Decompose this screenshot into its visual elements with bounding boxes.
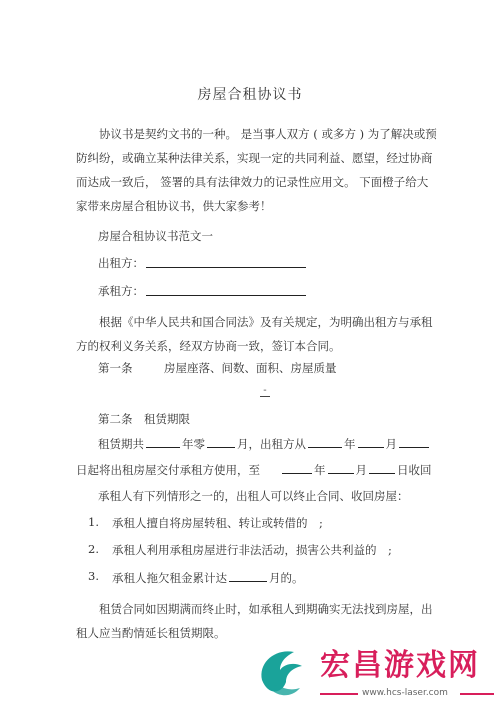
term-line-2: 日起将出租房屋交付承租方使用，至 年 月 日收回 (76, 463, 432, 477)
lessor-blank (146, 266, 306, 268)
watermark-bar-right (460, 693, 494, 695)
start-day-blank (399, 435, 429, 448)
expiry-paragraph: 租赁合同如因期满而终止时，如承租人到期确实无法找到房屋，出租人应当酌情延长租赁期限。 (76, 602, 433, 640)
term-line-1: 租赁期共 年零 月，出租方从 年 月 (98, 435, 431, 452)
center-mark: - (260, 386, 270, 397)
start-year-blank (308, 435, 342, 448)
term-months-blank (207, 435, 235, 448)
intro-paragraph: 协议书是契约文书的一种。 是当事人双方 ( 或多方 ) 为了解决或预防纠纷，或确立某种法律关系，实现一定的共同利益、愿望，经过协商而达成一致后， 签署的具有法律效力的记录性应用文。 下面橙子给大家带来房屋合租协议书，供大家参考！ (76, 127, 437, 213)
watermark-url: www.hcs-laser.com (362, 688, 448, 698)
item-2-number: 2. (88, 542, 99, 556)
watermark (250, 640, 500, 707)
watermark-site-name: 宏昌游戏网 (320, 648, 480, 683)
article1-text: 房屋座落、间数、面积、房屋质量 (164, 361, 337, 375)
watermark-bar-left (320, 693, 358, 695)
lessor-label: 出租方： (98, 256, 144, 270)
item-1-text: 承租人擅自将房屋转租、转让或转借的 ; (112, 516, 323, 530)
article2-heading: 第二条 租赁期限 (98, 412, 190, 426)
term-years-blank (146, 435, 180, 448)
item-1-number: 1. (88, 515, 99, 529)
item-3-number: 3. (88, 569, 99, 583)
end-month-blank (328, 461, 354, 474)
dragon-logo-icon (250, 640, 320, 707)
end-day-blank (369, 461, 395, 474)
start-month-blank (358, 435, 384, 448)
end-year-blank (282, 461, 312, 474)
basis-paragraph: 根据《中华人民共和国合同法》及有关规定，为明确出租方与承租方的权利义务关系，经双方协商一致，签订本合同。 (76, 315, 433, 353)
lessee-blank (146, 294, 306, 296)
article1-number: 第一条 (98, 361, 133, 375)
sample-heading: 房屋合租协议书范文一 (98, 229, 213, 243)
lessee-label: 承租方： (98, 284, 144, 298)
document-title: 房屋合租协议书 (197, 87, 303, 103)
arrears-months-blank (229, 569, 267, 582)
item-3-text: 承租人拖欠租金累计达 月的。 (112, 571, 304, 585)
recovery-intro: 承租人有下列情形之一的，出租人可以终止合同、收回房屋： (98, 489, 409, 503)
item-2-text: 承租人利用承租房屋进行非法活动，损害公共利益的 ; (112, 543, 392, 557)
